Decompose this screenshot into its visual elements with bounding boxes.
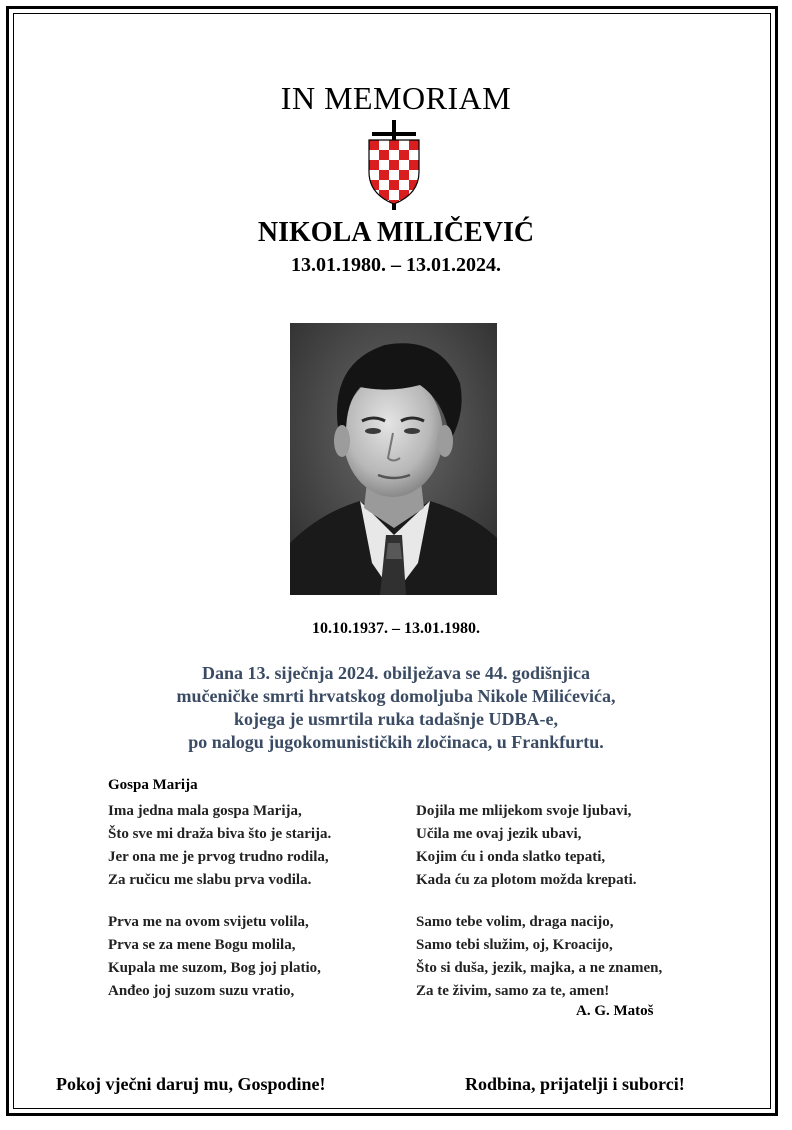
- poem-line: Jer ona me je prvog trudno rodila,: [108, 849, 329, 865]
- crest-square: [379, 180, 389, 190]
- poem-stanza-2: [416, 800, 637, 892]
- poem-line: Što si duša, jezik, majka, a ne znamen,: [416, 960, 663, 976]
- crest-square: [379, 140, 389, 150]
- tribute-line: po nalogu jugokomunističkih zločinaca, u Frankfurtu.: [188, 732, 604, 752]
- crest-square: [409, 170, 419, 180]
- crest-square: [399, 170, 409, 180]
- crest-square: [389, 180, 399, 190]
- crest-square: [409, 190, 419, 200]
- crest-square: [409, 160, 419, 170]
- poem-line: Kada ću za plotom možda krepati.: [416, 872, 637, 888]
- poem-line: Dojila me mlijekom svoje ljubavi,: [416, 803, 632, 819]
- poem-stanza-1: [108, 800, 331, 892]
- poem-line: Za te živim, samo za te, amen!: [416, 983, 610, 999]
- poem-line: Kojim ću i onda slatko tepati,: [416, 849, 606, 865]
- footer-prayer: Pokoj vječni daruj mu, Gospodine!: [56, 1074, 326, 1094]
- poem-line: Samo tebi služim, oj, Kroacijo,: [416, 937, 613, 953]
- poem-line: Ima jedna mala gospa Marija,: [108, 803, 302, 819]
- footer-signature: Rodbina, prijatelji i suborci!: [465, 1074, 685, 1094]
- tribute-line: kojega je usmrtila ruka tadašnje UDBA-e,: [234, 709, 558, 729]
- page-title: IN MEMORIAM: [280, 80, 512, 116]
- crest-square: [379, 170, 389, 180]
- life-dates: 10.10.1937. – 13.01.1980.: [312, 620, 480, 637]
- crest-square: [409, 200, 419, 210]
- poem-line: Kupala me suzom, Bog joj platio,: [108, 960, 321, 976]
- crest-square: [399, 150, 409, 160]
- poem-title: Gospa Marija: [108, 777, 198, 793]
- tribute-line: mučeničke smrti hrvatskog domoljuba Nikole Milićevića,: [176, 686, 616, 706]
- poem-line: Za ručicu me slabu prva vodila.: [108, 872, 312, 888]
- tribute-line: Dana 13. siječnja 2024. obilježava se 44. godišnjica: [202, 663, 590, 683]
- crest-square: [389, 190, 399, 200]
- crest-square: [389, 150, 399, 160]
- poem-author: A. G. Matoš: [576, 1003, 654, 1019]
- poem-line: Samo tebe volim, draga nacijo,: [416, 914, 614, 930]
- crest-square: [399, 180, 409, 190]
- crest-square: [369, 160, 379, 170]
- deceased-name: NIKOLA MILIČEVIĆ: [257, 217, 535, 248]
- crest-square: [409, 150, 419, 160]
- poem-stanza-3: [108, 911, 321, 1003]
- croatian-checkerboard-shield-with-cross-icon: [366, 120, 422, 210]
- crest-square: [399, 140, 409, 150]
- poem-line: Prva me na ovom svijetu volila,: [108, 914, 309, 930]
- portrait-photo: [290, 323, 497, 595]
- crest-square: [369, 150, 379, 160]
- crest-square: [369, 190, 379, 200]
- crest-square: [379, 160, 389, 170]
- crest-square: [369, 170, 379, 180]
- crest-square: [369, 140, 379, 150]
- crest-square: [399, 160, 409, 170]
- crest-square: [409, 140, 419, 150]
- memorial-dates: 13.01.1980. – 13.01.2024.: [291, 254, 501, 276]
- poem-line: Što sve mi draža biva što je starija.: [108, 826, 332, 842]
- poem-line: Učila me ovaj jezik ubavi,: [416, 826, 582, 842]
- crest-square: [389, 160, 399, 170]
- tribute-text: [0, 662, 792, 754]
- poem-stanza-4: [416, 911, 662, 1003]
- crest-square: [369, 200, 379, 210]
- crest-square: [379, 150, 389, 160]
- crest-square: [389, 140, 399, 150]
- crest-square: [389, 170, 399, 180]
- poem-line: Anđeo joj suzom suzu vratio,: [108, 983, 295, 999]
- poem-line: Prva se za mene Bogu molila,: [108, 937, 296, 953]
